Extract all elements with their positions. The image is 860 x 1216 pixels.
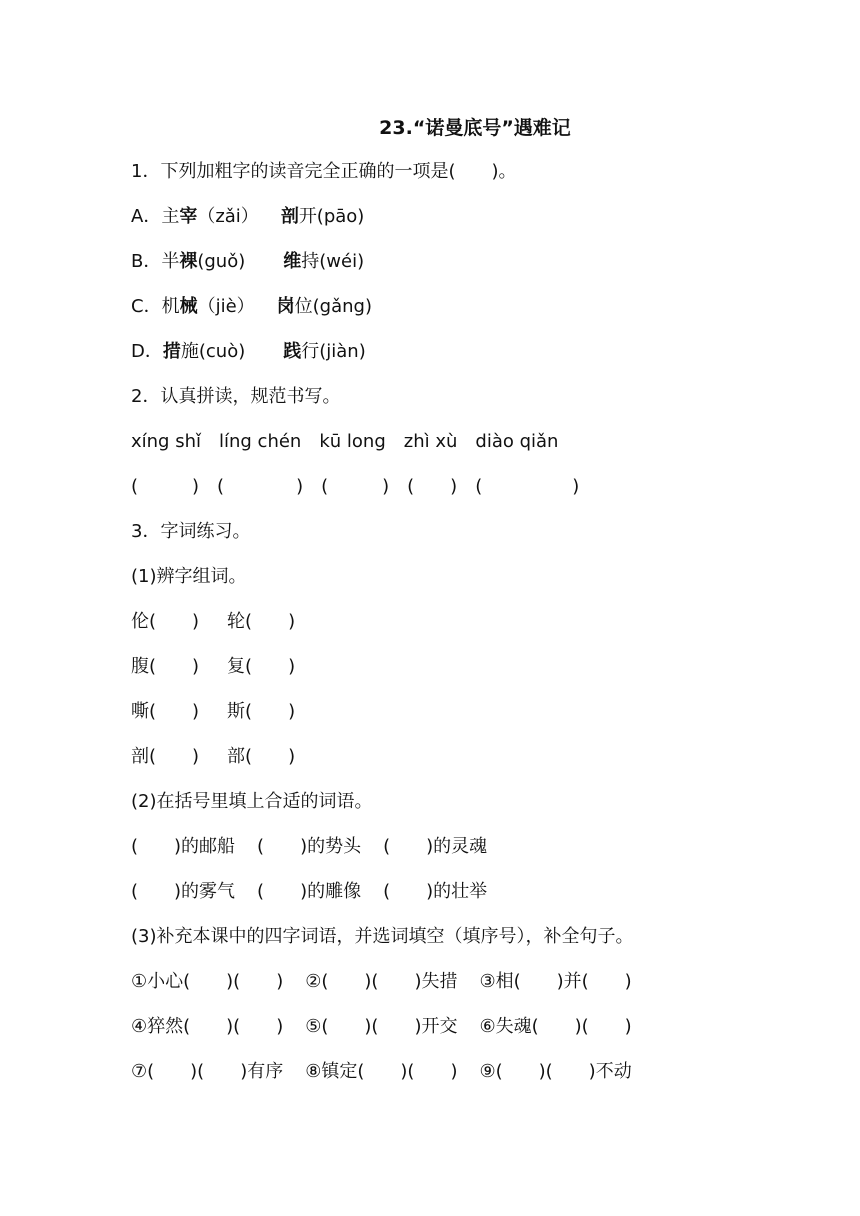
idiom-blank: ①小心( )( ) [131, 971, 284, 992]
option-c-prefix: C．机 [131, 296, 180, 317]
answer-blank: ( ) [217, 476, 304, 497]
idiom-blank: ②( )( )失措 [305, 971, 458, 992]
q1-option-a [131, 203, 820, 231]
answer-blank: ( ) [475, 476, 580, 497]
option-b-pinyin-2: 持(wéi) [301, 251, 365, 272]
q1-option-d [131, 338, 820, 366]
q1-option-c [131, 293, 820, 321]
idiom-blank: ⑧镇定( )( ) [305, 1061, 458, 1082]
pinyin-item: kū long [319, 431, 386, 452]
option-d-pinyin-1: 施(cuò) [180, 341, 246, 362]
q2-pinyin-row [131, 428, 820, 456]
phrase-blank: ( )的雾气 [131, 881, 236, 902]
answer-blank: ( ) [321, 476, 390, 497]
option-b-bold-char-1: 裸 [179, 251, 198, 272]
q2-stem: 2．认真拼读，规范书写。 [131, 386, 341, 407]
char-pair-row [131, 608, 820, 636]
char-blank: 部( ) [227, 746, 296, 767]
pinyin-item: zhì xù [403, 431, 458, 452]
option-a-prefix: A．主 [131, 206, 180, 227]
phrase-row [131, 833, 820, 861]
q1-option-b [131, 248, 820, 276]
option-a-bold-char-1: 宰 [179, 206, 198, 227]
char-pair-row [131, 743, 820, 771]
idiom-blank: ⑨( )( )不动 [479, 1061, 632, 1082]
idiom-blank: ⑦( )( )有序 [131, 1061, 284, 1082]
phrase-blank: ( )的灵魂 [383, 836, 488, 857]
phrase-row [131, 878, 820, 906]
idiom-row [131, 1058, 820, 1086]
option-d-prefix: D． [131, 341, 163, 362]
option-d-bold-char-1: 措 [162, 341, 181, 362]
idiom-blank: ③相( )并( ) [479, 971, 632, 992]
page-title: 23.“诺曼底号”遇难记 [379, 117, 571, 139]
idiom-blank: ⑥失魂( )( ) [479, 1016, 632, 1037]
option-d-pinyin-2: 行(jiàn) [301, 341, 366, 362]
char-pair-row [131, 698, 820, 726]
idiom-blank: ④猝然( )( ) [131, 1016, 284, 1037]
option-a-pinyin-2: 开(pāo) [298, 206, 365, 227]
phrase-blank: ( )的势头 [257, 836, 362, 857]
q3-stem: 3．字词练习。 [131, 521, 251, 542]
char-blank: 伦( ) [131, 611, 200, 632]
option-c-bold-char-1: 械 [179, 296, 198, 317]
phrase-blank: ( )的邮船 [131, 836, 236, 857]
option-c-bold-char-2: 岗 [276, 296, 295, 317]
char-blank: 剖( ) [131, 746, 200, 767]
option-c-pinyin-2: 位(gǎng) [294, 296, 372, 317]
char-blank: 复( ) [227, 656, 296, 677]
char-blank: 嘶( ) [131, 701, 200, 722]
pinyin-item: líng chén [219, 431, 302, 452]
q3-sub1-stem: (1)辨字组词。 [131, 566, 247, 587]
phrase-blank: ( )的雕像 [257, 881, 362, 902]
pinyin-item: diào qiǎn [475, 431, 559, 452]
idiom-row [131, 1013, 820, 1041]
answer-blank: ( ) [407, 476, 458, 497]
option-b-pinyin-1: (guǒ) [197, 251, 246, 272]
option-a-bold-char-2: 剖 [280, 206, 299, 227]
option-a-pinyin-1: （zǎi） [197, 206, 259, 227]
answer-blank: ( ) [131, 476, 200, 497]
option-b-prefix: B．半 [131, 251, 180, 272]
idiom-blank: ⑤( )( )开交 [305, 1016, 458, 1037]
idiom-row [131, 968, 820, 996]
option-c-pinyin-1: （jiè） [197, 296, 255, 317]
phrase-blank: ( )的壮举 [383, 881, 488, 902]
option-d-bold-char-2: 践 [283, 341, 302, 362]
char-blank: 腹( ) [131, 656, 200, 677]
char-blank: 轮( ) [227, 611, 296, 632]
q2-blank-row [131, 473, 820, 501]
option-b-bold-char-2: 维 [283, 251, 302, 272]
char-blank: 斯( ) [227, 701, 296, 722]
pinyin-item: xíng shǐ [131, 431, 201, 452]
char-pair-row [131, 653, 820, 681]
q3-sub3-stem: (3)补充本课中的四字词语，并选词填空（填序号），补全句子。 [131, 926, 634, 947]
q1-stem: 1．下列加粗字的读音完全正确的一项是( )。 [131, 161, 517, 182]
q3-sub2-stem: (2)在括号里填上合适的词语。 [131, 791, 373, 812]
